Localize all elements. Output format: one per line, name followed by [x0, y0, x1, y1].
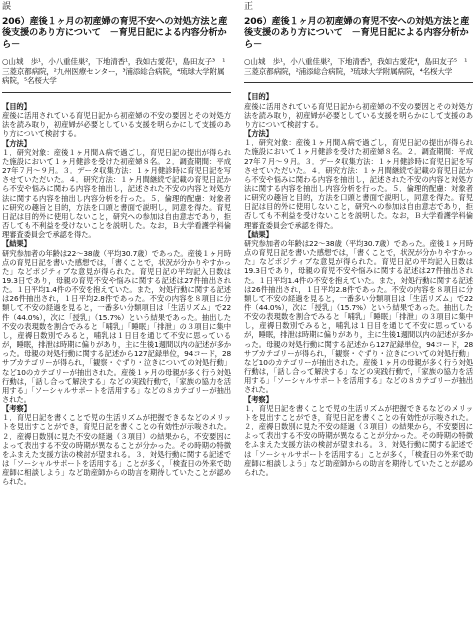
section-text-results: 研究参加者の年齢は22～38歳（平均30.7歳）であった。産後１ヶ月時点の育児日記を書いた感想では，「書くことで，状況が分かりやすかった」などポジティブな意見が得られた。育児日記の平均記入日数は19.3日であり，母親の育児不安や悩みに関する記述は27件抽出された。１日平均1.4件の不安を抱えていた。また，対処行動に関する記述は26件抽出され，１日平均2.8件であった。不安の内容を８項目に分類して不安の経過を見ると，一番多い分類項目は「生活リズム」で22件（44.0%），次に「授乳」（15.7%）という結果であった。抽出した不安の表現数を割合でみると「哺乳」「睡眠」「排泄」の３項目に集中し，産褥日数別でみると，哺乳は１日目を通じて不安に思っているが，睡眠，排泄は時期に偏りがあり，主に生後1週間以内の記述が多かった。母親の対処行動に関する記述から127記録単位，94コード，28サブカテゴリーが得られ，「観察・ぐずり・泣きについての対処行動」など10のカテゴリーが抽出された。産後１ヶ月の母親が多く行う対処行動は，「話し合って解決する」などの実践行動で，「家族の協力を活用する」「ソーシャルサポートを活用する」などの８カテゴリーが抽出された。 — [244, 238, 473, 395]
section-heading-results: 【結果】 — [244, 229, 273, 239]
section-heading-method: 【方法】 — [2, 138, 31, 148]
abstract-title: 206）産後１ヶ月の初産婦の育児不安への対処方法と産後支援のあり方について －育児日記による内容分析から－ — [2, 16, 228, 50]
section-text-results: 研究参加者の年齢は22～38歳（平均30.7歳）であった。産後１ヶ月時点の育児日記を書いた感想では，「書くことで，状況が分かりやすかった」などポジティブな意見が得られた。育児日記の平均記入日数は19.3日であり，母親の育児不安や悩みに関する記述は27件抽出された。１日平均1.4件の不安を抱えていた。また，対処行動に関する記述は26件抽出され，１日平均2.8件であった。不安の内容を８項目に分類して不安の経過を見ると，一番多い分類項目は「生活リズム」で22件（44.0%），次に「授乳」（15.7%）という結果であった。抽出した不安の表現数を割合でみると「哺乳」「睡眠」「排泄」の３項目に集中し，産褥日数別でみると，哺乳は１日目を通じて不安に思っているが，睡眠，排泄は時期に偏りがあり，主に生後1週間以内の記述が多かった。母親の対処行動に関する記述から127記録単位，94コード，28サブカテゴリーが得られ，「観察・ぐずり・泣きについての対処行動」など10のカテゴリーが抽出された。産後１ヶ月の母親が多く行う対処行動は，「話し合って解決する」などの実践行動で，「家族の協力を活用する」「ソーシャルサポートを活用する」などの８カテゴリーが抽出された。 — [2, 248, 231, 404]
section-text-discussion: １．育児日記を書くことで児の生活リズムが把握できるなどのメリットを見出すことができ，育児日記を書くことの有効性が示唆された。２．産褥日数別に見た不安の経過（３項目）の結果から，不安要因によって表出する不安の時期が異なることが分かった。その時期の特徴をふまえた支援方法の検討が望まれる。３．対処行動に関する記述では「ソーシャルサポートを活用する」ことが多く，「検査日の外来で助産師に相談しよう」など助産師からの助言を期待していたことが認められた。 — [244, 403, 473, 477]
section-text-method: １．研究対象：産後１ヶ月間Ａ病で過ごし，育児日記の提出が得られた施設において１ヶ月健診を受けた初産婦８名。２．調査期間：平成27年７月～９月。３．データ収集方法：１ヶ月健診時に育児日記を写させていただいた。４．研究方法：１ヶ月間継続で記載の育児日記から不安や悩みに関わる内容を抽出し，記述された不安の内容と対処方法に関する内容を抽出し内容分析を行った。５．倫理的配慮：対象者に研究の趣旨と目的，方法を口頭と書面で説明し，同意を得た。育児日記は目的外に使用しないこと，研究への参加は自由意志であり，拒否しても不利益を受けないことを説明した。なお，Ｂ大学看護学科倫理審査委員会で承認を得た。 — [244, 138, 473, 230]
author-affiliations: ○山城 歩¹，小八重佳巣²，下地清香¹，我如古愛花¹，島田友子³ ¹三菱京都病院，²九州医療センター，³浦添総合病院，⁴琉球大学附属病院，⁵名桜大学 — [2, 57, 226, 86]
section-heading-method: 【方法】 — [244, 129, 273, 139]
abstract-body — [244, 92, 473, 477]
section-heading-discussion: 【考察】 — [244, 394, 273, 404]
abstract-body — [2, 102, 231, 487]
section-heading-purpose: 【目的】 — [244, 92, 273, 102]
section-text-method: １．研究対象：産後１ヶ月間Ａ病で過ごし，育児日記の提出が得られた施設において１ヶ月健診を受けた初産婦８名。２．調査期間：平成27年７月～９月。３．データ収集方法：１ヶ月健診時に育児日記を写させていただいた。４．研究方法：１ヶ月間継続で記載の育児日記から不安や悩みに関わる内容を抽出し，記述された不安の内容と対処方法に関する内容を抽出し内容分析を行った。５．倫理的配慮：対象者に研究の趣旨と目的，方法を口頭と書面で説明し，同意を得た。育児日記は目的外に使用しないこと，研究への参加は自由意志であり，拒否しても不利益を受けないことを説明した。なお，Ｂ大学看護学科倫理審査委員会で承認を得た。 — [2, 147, 231, 240]
incorrect-label: 誤 — [2, 2, 12, 12]
author-affiliations: ○山城 歩¹，小八重佳巣²，下地清香³，我如古愛花⁴，島田友子⁵ ¹三菱京都病院，²浦添総合病院，³琉球大学附属病院，⁴名桜大学 — [244, 57, 468, 76]
section-heading-purpose: 【目的】 — [2, 102, 31, 111]
header-divider — [244, 82, 473, 83]
section-heading-discussion: 【考察】 — [2, 404, 31, 414]
section-heading-results: 【結果】 — [2, 239, 31, 249]
section-text-discussion: １．育児日記を書くことで児の生活リズムが把握できるなどのメリットを見出すことができ，育児日記を書くことの有効性が示唆された。２．産褥日数別に見た不安の経過（３項目）の結果から，不安要因によって表出する不安の時期が異なることが分かった。その時期の特徴をふまえた支援方法の検討が望まれる。３．対処行動に関する記述では「ソーシャルサポートを活用する」ことが多く，「検査日の外来で助産師に相談しよう」など助産師からの助言を期待していたことが認められた。 — [2, 413, 231, 487]
abstract-title: 206）産後１ヶ月の初産婦の育児不安への対処方法と産後支援のあり方について －育児日記による内容分析から－ — [244, 16, 470, 50]
incorrect-column — [2, 0, 231, 623]
correct-column — [244, 0, 473, 623]
section-text-purpose: 産後に活用されている育児日記から初産婦の不安の要因とその対処方法を読み取り，初産婦が必要としている支援を明らかにして支援のあり方について検討する。 — [244, 101, 473, 129]
correct-label: 正 — [244, 2, 254, 12]
section-text-purpose: 産後に活用されている育児日記から初産婦の不安の要因とその対処方法を読み取り，初産婦が必要としている支援を明らかにして支援のあり方について検討する。 — [2, 111, 231, 139]
header-divider — [2, 92, 231, 93]
